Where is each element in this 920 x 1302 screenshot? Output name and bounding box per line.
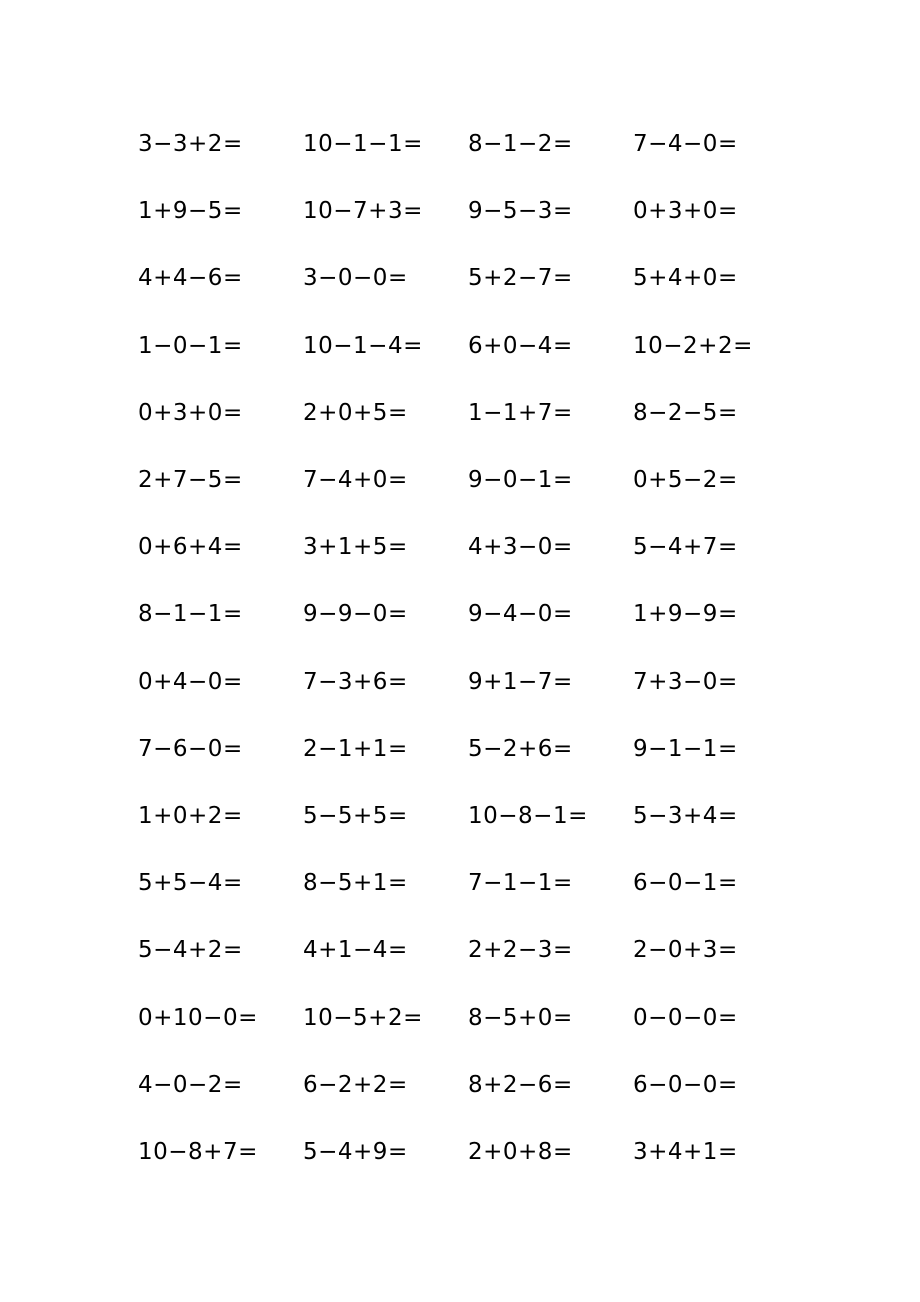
math-problem: 8−1−1= xyxy=(138,601,243,628)
math-problem: 5−5+5= xyxy=(303,802,408,829)
math-problem: 10−5+2= xyxy=(303,1004,423,1031)
math-problem: 2+7−5= xyxy=(138,467,243,494)
math-problem: 1+0+2= xyxy=(138,802,243,829)
math-problem: 9−4−0= xyxy=(468,601,573,628)
math-problem: 4+1−4= xyxy=(303,937,408,964)
arithmetic-worksheet xyxy=(138,111,798,1186)
math-problem: 4+4−6= xyxy=(138,265,243,292)
math-problem: 5+4+0= xyxy=(633,265,738,292)
math-problem: 2+2−3= xyxy=(468,937,573,964)
problem-row xyxy=(138,783,798,850)
math-problem: 7+3−0= xyxy=(633,668,738,695)
problem-row xyxy=(138,649,798,716)
math-problem: 4−0−2= xyxy=(138,1071,243,1098)
math-problem: 1+9−5= xyxy=(138,198,243,225)
math-problem: 0+3+0= xyxy=(633,198,738,225)
math-problem: 6−2+2= xyxy=(303,1071,408,1098)
math-problem: 5−2+6= xyxy=(468,735,573,762)
math-problem: 5−4+9= xyxy=(303,1138,408,1165)
math-problem: 9−0−1= xyxy=(468,467,573,494)
math-problem: 2−1+1= xyxy=(303,735,408,762)
math-problem: 9−1−1= xyxy=(633,735,738,762)
math-problem: 4+3−0= xyxy=(468,534,573,561)
math-problem: 5−4+2= xyxy=(138,937,243,964)
math-problem: 7−4−0= xyxy=(633,131,738,158)
problem-row xyxy=(138,313,798,380)
problem-row xyxy=(138,716,798,783)
math-problem: 1+9−9= xyxy=(633,601,738,628)
math-problem: 9+1−7= xyxy=(468,668,573,695)
math-problem: 3−0−0= xyxy=(303,265,408,292)
math-problem: 0+4−0= xyxy=(138,668,243,695)
math-problem: 5−3+4= xyxy=(633,802,738,829)
math-problem: 10−8−1= xyxy=(468,802,588,829)
problem-row xyxy=(138,245,798,312)
math-problem: 6−0−0= xyxy=(633,1071,738,1098)
math-problem: 8−1−2= xyxy=(468,131,573,158)
problem-row xyxy=(138,581,798,648)
math-problem: 8−5+0= xyxy=(468,1004,573,1031)
math-problem: 10−2+2= xyxy=(633,332,753,359)
problem-row xyxy=(138,178,798,245)
math-problem: 1−1+7= xyxy=(468,399,573,426)
problem-row xyxy=(138,850,798,917)
math-problem: 10−8+7= xyxy=(138,1138,258,1165)
math-problem: 0+5−2= xyxy=(633,467,738,494)
problem-row xyxy=(138,917,798,984)
math-problem: 5+5−4= xyxy=(138,870,243,897)
math-problem: 6−0−1= xyxy=(633,870,738,897)
math-problem: 2−0+3= xyxy=(633,937,738,964)
math-problem: 9−5−3= xyxy=(468,198,573,225)
math-problem: 10−7+3= xyxy=(303,198,423,225)
problem-row xyxy=(138,514,798,581)
math-problem: 5+2−7= xyxy=(468,265,573,292)
math-problem: 3+1+5= xyxy=(303,534,408,561)
problem-row xyxy=(138,380,798,447)
math-problem: 0−0−0= xyxy=(633,1004,738,1031)
math-problem: 1−0−1= xyxy=(138,332,243,359)
math-problem: 0+10−0= xyxy=(138,1004,258,1031)
math-problem: 3+4+1= xyxy=(633,1138,738,1165)
problem-row xyxy=(138,984,798,1051)
math-problem: 0+6+4= xyxy=(138,534,243,561)
math-problem: 8−2−5= xyxy=(633,399,738,426)
math-problem: 6+0−4= xyxy=(468,332,573,359)
math-problem: 3−3+2= xyxy=(138,131,243,158)
math-problem: 5−4+7= xyxy=(633,534,738,561)
math-problem: 9−9−0= xyxy=(303,601,408,628)
math-problem: 7−3+6= xyxy=(303,668,408,695)
math-problem: 2+0+8= xyxy=(468,1138,573,1165)
math-problem: 7−1−1= xyxy=(468,870,573,897)
math-problem: 10−1−1= xyxy=(303,131,423,158)
math-problem: 10−1−4= xyxy=(303,332,423,359)
problem-row xyxy=(138,1119,798,1186)
math-problem: 7−4+0= xyxy=(303,467,408,494)
math-problem: 8+2−6= xyxy=(468,1071,573,1098)
math-problem: 0+3+0= xyxy=(138,399,243,426)
math-problem: 7−6−0= xyxy=(138,735,243,762)
problem-row xyxy=(138,111,798,178)
math-problem: 8−5+1= xyxy=(303,870,408,897)
problem-row xyxy=(138,447,798,514)
problem-row xyxy=(138,1052,798,1119)
math-problem: 2+0+5= xyxy=(303,399,408,426)
